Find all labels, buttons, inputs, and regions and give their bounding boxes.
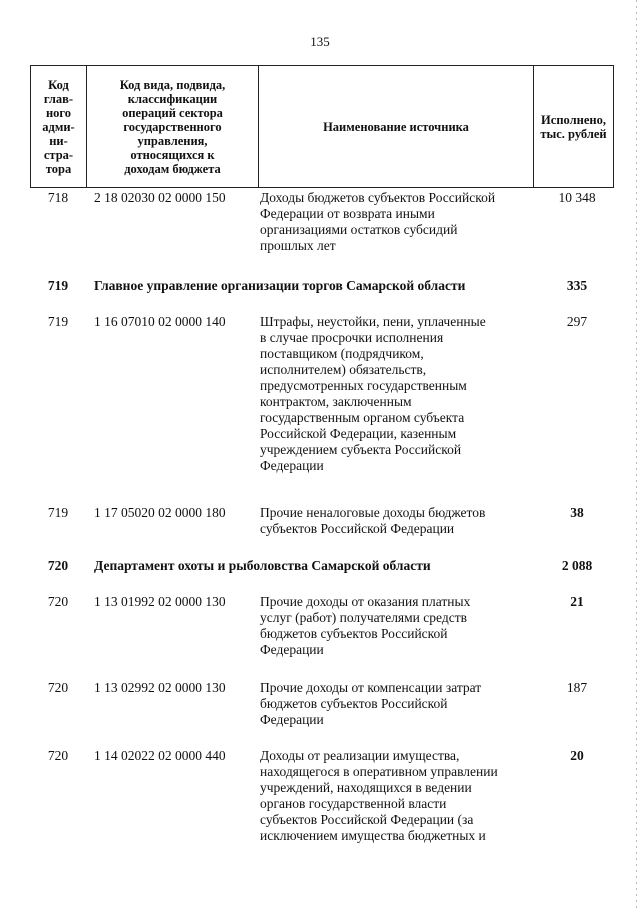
admin-code: 718	[47, 190, 69, 205]
classification-code: 1 13 01992 02 0000 130	[94, 594, 226, 609]
header-admin-code: Код глав- ного адми- ни- стра- тора	[31, 66, 87, 187]
amount: 335	[566, 278, 588, 293]
group-title: Департамент охоты и рыболовства Самарской области	[94, 558, 431, 573]
amount: 187	[566, 680, 588, 695]
scan-edge	[636, 0, 637, 908]
amount: 297	[566, 314, 588, 329]
admin-code: 720	[47, 594, 69, 609]
source-name: Штрафы, неустойки, пени, уплаченные в случае просрочки исполнения поставщиком (подрядчиком, исполнителем) обязательств, предусмотренных государственным контрактом, заключенным государственным органом субъекта Российской Федерации, казенным учреждением субъекта Российской Федерации	[260, 314, 486, 473]
header-amount: Исполнено, тыс. рублей	[540, 112, 607, 141]
classification-code: 2 18 02030 02 0000 150	[94, 190, 226, 205]
admin-code: 719	[47, 278, 69, 293]
amount: 2 088	[561, 558, 593, 573]
page-number: 135	[310, 34, 330, 49]
admin-code: 720	[47, 558, 69, 573]
amount: 20	[570, 748, 584, 763]
amount: 38	[570, 505, 584, 520]
source-name: Прочие неналоговые доходы бюджетов субъектов Российской Федерации	[260, 505, 486, 536]
admin-code: 720	[47, 680, 69, 695]
header-source-name: Наименование источника	[259, 66, 534, 187]
source-name: Доходы от реализации имущества, находящегося в оперативном управлении учреждений, находящихся в ведении органов государственной власти субъектов Российской Федерации (за исключением имущества бюджетных и	[260, 748, 498, 843]
source-name: Прочие доходы от компенсации затрат бюджетов субъектов Российской Федерации	[260, 680, 482, 727]
source-name: Прочие доходы от оказания платных услуг (работ) получателями средств бюджетов субъектов Российской Федерации	[260, 594, 471, 657]
admin-code: 719	[47, 505, 69, 520]
classification-code: 1 16 07010 02 0000 140	[94, 314, 226, 329]
source-name: Доходы бюджетов субъектов Российской Федерации от возврата иными организациями остатков субсидий прошлых лет	[260, 190, 496, 253]
amount: 10 348	[558, 190, 596, 205]
amount: 21	[570, 594, 584, 609]
classification-code: 1 17 05020 02 0000 180	[94, 505, 226, 520]
table-header	[30, 65, 614, 188]
admin-code: 719	[47, 314, 69, 329]
classification-code: 1 14 02022 02 0000 440	[94, 748, 226, 763]
classification-code: 1 13 02992 02 0000 130	[94, 680, 226, 695]
admin-code: 720	[47, 748, 69, 763]
header-classification-code: Код вида, подвида, классификации операций сектора государственного управления, относящихся к доходам бюджета	[87, 66, 259, 187]
group-title: Главное управление организации торгов Самарской области	[94, 278, 466, 293]
